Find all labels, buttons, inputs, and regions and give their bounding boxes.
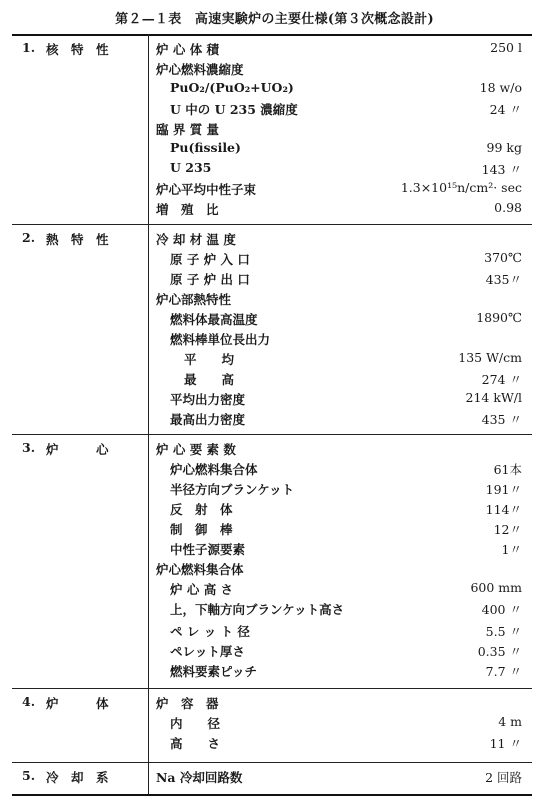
spec-value: 24 〃 [489, 102, 522, 117]
spec-label: U 中の U 235 濃縮度 [170, 102, 298, 117]
section-number: 5. [22, 768, 36, 783]
spec-label: 炉 心 体 積 [156, 42, 220, 57]
spec-value: 0.98 [494, 200, 522, 215]
spec-label: 平均出力密度 [170, 392, 246, 407]
spec-label: 炉 心 要 素 数 [156, 442, 236, 457]
spec-value: 435〃 [485, 272, 522, 287]
spec-label: 炉 容 器 [156, 696, 219, 711]
spec-row [156, 768, 522, 788]
spec-label: 平 均 [184, 352, 235, 367]
section-rule [12, 224, 532, 225]
spec-label: 燃料体最高温度 [170, 312, 258, 327]
spec-label: U 235 [170, 160, 212, 175]
spec-label: 炉心燃料集合体 [156, 562, 244, 577]
spec-value: 114〃 [485, 502, 522, 517]
spec-label: 燃料要素ピッチ [170, 664, 258, 679]
section-name: 核 特 性 [46, 42, 109, 57]
spec-label: Pu(fissile) [170, 140, 241, 155]
spec-label: PuO₂/(PuO₂+UO₂) [170, 80, 294, 95]
spec-row [156, 160, 522, 180]
spec-value: 0.35 〃 [477, 644, 522, 659]
section-number: 1. [22, 40, 36, 55]
spec-value: 250 l [490, 40, 522, 55]
spec-value: 7.7 〃 [485, 664, 522, 679]
spec-label: 炉心燃料集合体 [170, 462, 258, 477]
spec-row [156, 140, 522, 160]
spec-label: 冷 却 材 温 度 [156, 232, 236, 247]
spec-label: 燃料棒単位長出力 [170, 332, 271, 347]
section-name: 冷 却 系 [46, 770, 109, 785]
spec-row [156, 330, 522, 350]
spec-label: 炉心部熱特性 [156, 292, 232, 307]
spec-value: 1〃 [501, 542, 522, 557]
spec-label: 臨 界 質 量 [156, 122, 220, 137]
spec-value: 1890℃ [476, 310, 522, 325]
spec-label: 内 径 [170, 716, 221, 731]
column-divider [148, 34, 149, 796]
spec-row [156, 600, 522, 620]
spec-row [156, 410, 522, 430]
spec-row [156, 100, 522, 120]
spec-value: 274 〃 [481, 372, 522, 387]
spec-row [156, 440, 522, 460]
section-number: 2. [22, 230, 36, 245]
spec-value: 135 W/cm [458, 350, 522, 365]
spec-value: 600 mm [470, 580, 522, 595]
spec-label: ペレット厚さ [170, 644, 245, 659]
spec-row [156, 662, 522, 682]
spec-label: ペ レ ッ ト 径 [170, 624, 250, 639]
spec-row [156, 500, 522, 520]
spec-row [156, 270, 522, 290]
spec-row [156, 714, 522, 734]
spec-table [12, 34, 532, 796]
section-name: 炉 心 [46, 442, 109, 457]
spec-row [156, 540, 522, 560]
spec-row [156, 580, 522, 600]
spec-label: 最 高 [184, 372, 235, 387]
spec-value: 435 〃 [481, 412, 522, 427]
section-number: 3. [22, 440, 36, 455]
spec-row [156, 60, 522, 80]
spec-label: 炉心燃料濃縮度 [156, 62, 244, 77]
spec-row [156, 734, 522, 754]
table-bottom-rule [12, 794, 532, 796]
table-title: 第２—１表 高速実験炉の主要仕様(第３次概念設計) [115, 12, 434, 27]
spec-row [156, 460, 522, 480]
spec-row [156, 200, 522, 220]
spec-value: 1.3×10¹⁵n/cm²· sec [400, 180, 522, 195]
spec-row [156, 120, 522, 140]
spec-label: 高 さ [170, 736, 221, 751]
spec-value: 4 m [498, 714, 522, 729]
spec-row [156, 560, 522, 580]
spec-label: 中性子源要素 [170, 542, 246, 557]
spec-row [156, 350, 522, 370]
spec-label: 制 御 棒 [170, 522, 233, 537]
spec-value: 214 kW/l [465, 390, 522, 405]
spec-value: 11 〃 [489, 736, 522, 751]
spec-value: 12〃 [493, 522, 522, 537]
spec-value: 370℃ [484, 250, 522, 265]
spec-label: 最高出力密度 [170, 412, 246, 427]
spec-label: Na 冷却回路数 [156, 770, 243, 785]
spec-row [156, 390, 522, 410]
spec-row [156, 290, 522, 310]
section-name: 炉 体 [46, 696, 109, 711]
spec-label: 炉心平均中性子束 [156, 182, 257, 197]
section-number: 4. [22, 694, 36, 709]
spec-row [156, 80, 522, 100]
spec-row [156, 40, 522, 60]
spec-row [156, 480, 522, 500]
spec-value: 99 kg [486, 140, 522, 155]
spec-label: 原 子 炉 入 口 [170, 252, 250, 267]
section-rule [12, 688, 532, 689]
spec-row [156, 180, 522, 200]
spec-label: 反 射 体 [170, 502, 233, 517]
spec-value: 400 〃 [481, 602, 522, 617]
spec-label: 増 殖 比 [156, 202, 219, 217]
spec-value: 18 w/o [479, 80, 522, 95]
spec-value: 143 〃 [481, 162, 522, 177]
section-name: 熱 特 性 [46, 232, 109, 247]
table-top-rule [12, 34, 532, 36]
spec-row [156, 622, 522, 642]
spec-label: 炉 心 高 さ [170, 582, 234, 597]
spec-row [156, 250, 522, 270]
spec-value: 2 回路 [485, 770, 522, 785]
spec-value: 61本 [493, 462, 522, 477]
spec-row [156, 642, 522, 662]
spec-row [156, 230, 522, 250]
spec-row [156, 694, 522, 714]
spec-label: 上，下軸方向ブランケット高さ [170, 602, 345, 617]
spec-row [156, 370, 522, 390]
section-rule [12, 762, 532, 763]
section-rule [12, 434, 532, 435]
spec-label: 半径方向ブランケット [170, 482, 295, 497]
spec-value: 5.5 〃 [485, 624, 522, 639]
spec-label: 原 子 炉 出 口 [170, 272, 250, 287]
spec-value: 191〃 [485, 482, 522, 497]
spec-row [156, 310, 522, 330]
spec-row [156, 520, 522, 540]
